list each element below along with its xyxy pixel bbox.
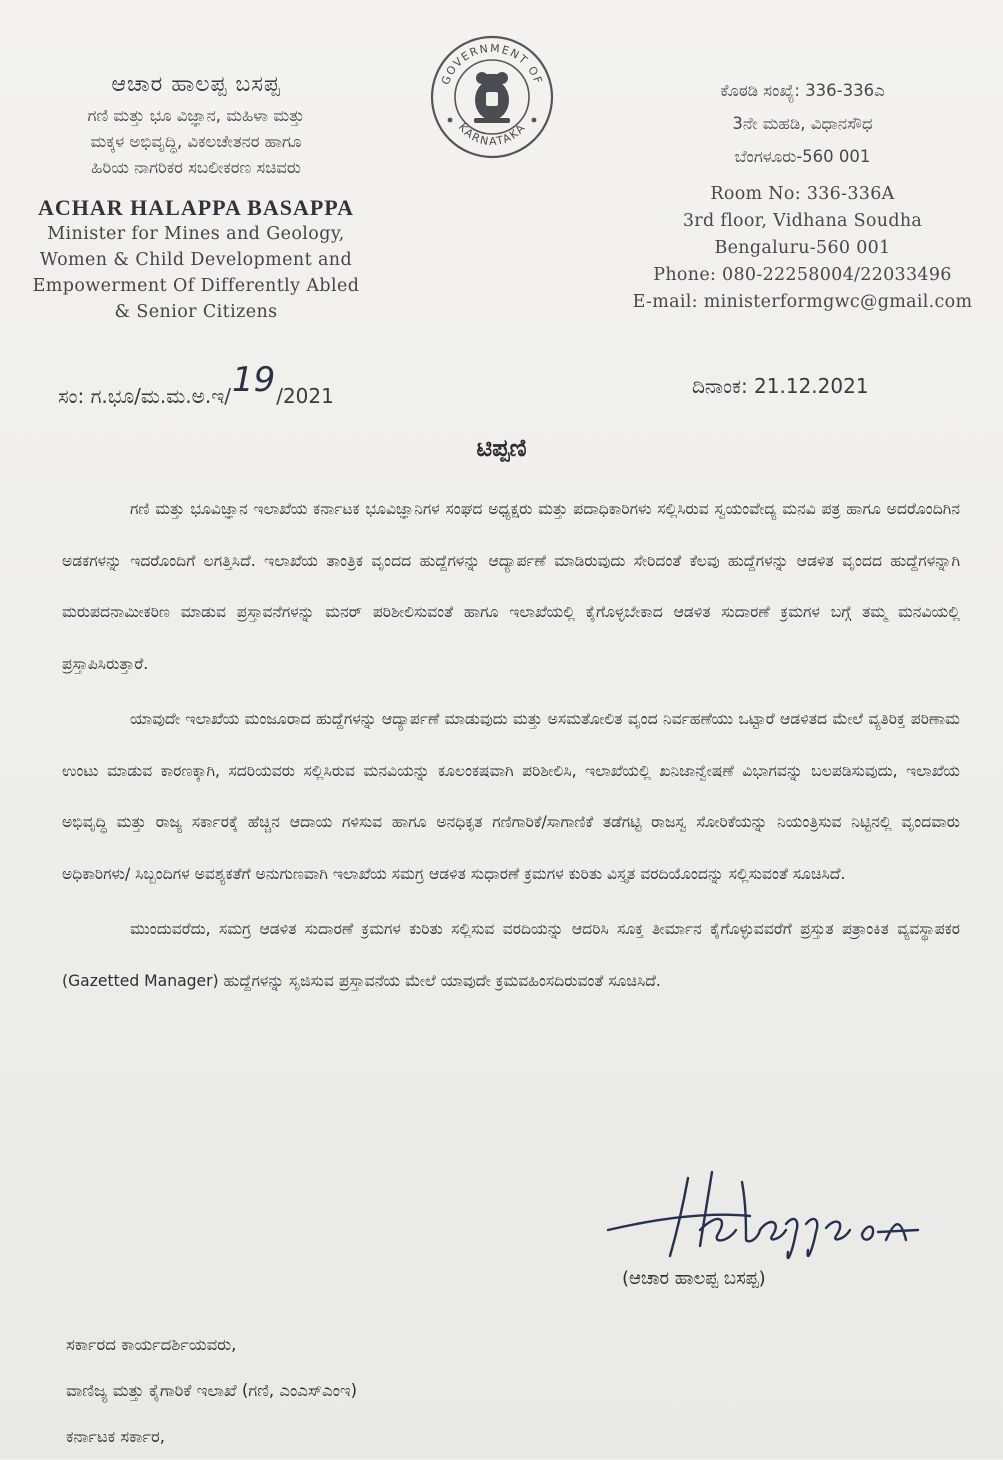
- minister-name-english: ACHAR HALAPPA BASAPPA: [38, 195, 354, 220]
- address-line-kannada: ಕೊಠಡಿ ಸಂಖ್ಯೆ: 336-336ಎ: [720, 81, 885, 100]
- reference-handwritten-number: 19: [231, 360, 276, 400]
- reference-suffix: /2021: [276, 384, 334, 408]
- reference-number: [58, 360, 334, 412]
- address-line-kannada: ಬೆಂಗಳೂರು-560 001: [734, 147, 871, 166]
- memo-date: ದಿನಾಂಕ: 21.12.2021: [692, 374, 869, 398]
- minister-title-english-line: & Senior Citizens: [114, 302, 278, 322]
- office-address-kannada: [610, 74, 995, 173]
- minister-title-english-line: Empowerment Of Differently Abled: [32, 276, 360, 296]
- minister-title-english-line: Women & Child Development and: [39, 250, 353, 270]
- addressee-block: [66, 1322, 357, 1460]
- addressee-line: ವಾಣಿಜ್ಯ ಮತ್ತು ಕೈಗಾರಿಕೆ ಇಲಾಖೆ (ಗಣಿ, ಎಂಎಸ್ಎಂಇ): [66, 1381, 358, 1400]
- government-seal-icon: [429, 34, 555, 160]
- seal-text-top: GOVERNMENT OF: [438, 41, 546, 87]
- addressee-line: ಕರ್ನಾಟಕ ಸರ್ಕಾರ,: [66, 1427, 165, 1446]
- minister-title-kannada-line: ಮಕ್ಕಳ ಅಭಿವೃದ್ಧಿ, ವಿಕಲಚೇತನರ ಹಾಗೂ: [90, 132, 302, 151]
- letterhead-right: [610, 74, 995, 316]
- address-line-english: Bengaluru-560 001: [714, 238, 891, 258]
- address-line-english: Room No: 336-336A: [710, 184, 895, 204]
- email-line: E-mail: ministerformgwc@gmail.com: [632, 292, 973, 312]
- handwritten-signature: [600, 1160, 940, 1270]
- signatory-name: (ಆಚಾರ ಹಾಲಪ್ಪ ಬಸಪ್ಪ): [622, 1268, 766, 1289]
- address-line-english: 3rd floor, Vidhana Soudha: [682, 211, 923, 231]
- address-line-kannada: 3ನೇ ಮಹಡಿ, ವಿಧಾನಸೌಧ: [732, 114, 873, 133]
- letterhead-left: [0, 72, 392, 325]
- body-paragraph: ಮುಂದುವರೆದು, ಸಮಗ್ರ ಆಡಳಿತ ಸುದಾರಣೆ ಕ್ರಮಗಳ ಕುರಿತು ಸಲ್ಲಿಸುವ ವರದಿಯನ್ನು ಆದರಿಸಿ ಸೂಕ್ತ ತೀರ್ಮಾನ ಕೈಗೊಳ್ಳುವವರೆಗೆ ಪ್ರಸ್ತುತ ಪತ್ರಾಂಕಿತ ವ್ಯವಸ್ಥಾಪಕರ (Gazetted Manager) ಹುದ್ದೆಗಳನ್ನು ಸೃಜಿಸುವ ಪ್ರಸ್ತಾವನೆಯ ಮೇಲೆ ಯಾವುದೇ ಕ್ರಮವಹಿಂಸದಿರುವಂತೆ ಸೂಚಿಸಿದೆ.: [62, 920, 960, 990]
- seal-text-bottom: KARNATAKA: [455, 120, 529, 149]
- addressee-line: ಸರ್ಕಾರದ ಕಾರ್ಯದರ್ಶಿಯವರು,: [66, 1335, 237, 1354]
- memo-heading: ಟಿಪ್ಪಣಿ: [476, 434, 527, 462]
- reference-prefix: ಸಂ: ಗ.ಭೂ/ಮ.ಮ.ಅ.ಇ/: [58, 384, 231, 408]
- minister-name-kannada: ಆಚಾರ ಹಾಲಪ್ಪ ಬಸಪ್ಪ: [111, 72, 281, 97]
- body-paragraph: ಗಣಿ ಮತ್ತು ಭೂವಿಜ್ಞಾನ ಇಲಾಖೆಯ ಕರ್ನಾಟಕ ಭೂವಿಜ್ಞಾನಿಗಳ ಸಂಘದ ಅಧ್ಯಕ್ಷರು ಮತ್ತು ಪದಾಧಿಕಾರಿಗಳು ಸಲ್ಲಿಸಿರುವ ಸ್ವಯಂವೇದ್ಯ ಮನವಿ ಪತ್ರ ಹಾಗೂ ಅದರೊಂದಿಗಿನ ಅಡಕಗಳನ್ನು ಇದರೊಂದಿಗೆ ಲಗತ್ತಿಸಿದೆ. ಇಲಾಖೆಯ ತಾಂತ್ರಿಕ ವೃಂದದ ಹುದ್ದೆಗಳನ್ನು ಆದ್ಯಾರ್ಪಣೆ ಮಾಡಿರುವುದು ಸೇರಿದಂತೆ ಕೆಲವು ಹುದ್ದೆಗಳನ್ನು ಆಡಳಿತ ವೃಂದದ ಹುದ್ದೆಗಳನ್ನಾಗಿ ಮರುಪದನಾಮೀಕರಿಣ ಮಾಡುವ ಪ್ರಸ್ತಾವನೆಗಳನ್ನು ಮನರ್ ಪರಿಶೀಲಿಸುವಂತೆ ಹಾಗೂ ಇಲಾಖೆಯಲ್ಲಿ ಕೈಗೊಳ್ಳಬೇಕಾದ ಆಡಳಿತ ಸುದಾರಣೆ ಕ್ರಮಗಳ ಬಗ್ಗೆ ತಮ್ಮ ಮನವಿಯಲ್ಲಿ ಪ್ರಸ್ತಾಪಿಸಿರುತ್ತಾರೆ.: [62, 500, 960, 673]
- body-paragraph: ಯಾವುದೇ ಇಲಾಖೆಯ ಮಂಜೂರಾದ ಹುದ್ದೆಗಳನ್ನು ಆದ್ಯಾರ್ಪಣೆ ಮಾಡುವುದು ಮತ್ತು ಅಸಮತೋಲಿತ ವೃಂದ ನಿರ್ವಹಣೆಯು ಒಟ್ಟಾರೆ ಆಡಳಿತದ ಮೇಲೆ ವ್ಯತಿರಿಕ್ತ ಪರಿಣಾಮ ಉಂಟು ಮಾಡುವ ಕಾರಣಕ್ಕಾಗಿ, ಸದರಿಯವರು ಸಲ್ಲಿಸಿರುವ ಮನವಿಯನ್ನು ಕೂಲಂಕಷವಾಗಿ ಪರಿಶೀಲಿಸಿ, ಇಲಾಖೆಯಲ್ಲಿ ಖನಿಜಾನ್ವೇಷಣೆ ವಿಭಾಗವನ್ನು ಬಲಪಡಿಸುವುದು, ಇಲಾಖೆಯ ಅಭಿವೃದ್ಧಿ ಮತ್ತು ರಾಜ್ಯ ಸರ್ಕಾರಕ್ಕೆ ಹೆಚ್ಚಿನ ಆದಾಯ ಗಳಿಸುವ ಹಾಗೂ ಅನಧಿಕೃತ ಗಣಿಗಾರಿಕೆ/ಸಾಗಾಣಿಕೆ ತಡೆಗಟ್ಟಿ ರಾಜಸ್ವ ಸೋರಿಕೆಯನ್ನು ನಿಯಂತ್ರಿಸುವ ನಿಟ್ಟಿನಲ್ಲಿ ವೃಂದವಾರು ಅಧಿಕಾರಿಗಳು/ ಸಿಬ್ಬಂದಿಗಳ ಅವಶ್ಯಕತೆಗೆ ಅನುಗುಣವಾಗಿ ಇಲಾಖೆಯ ಸಮಗ್ರ ಆಡಳಿತ ಸುಧಾರಣೆ ಕ್ರಮಗಳ ಕುರಿತು ವಿಸ್ತೃತ ವರದಿಯೊಂದನ್ನು ಸಲ್ಲಿಸುವಂತೆ ಸೂಚಿಸಿದೆ.: [62, 710, 960, 883]
- minister-title-kannada-line: ಗಣಿ ಮತ್ತು ಭೂ ವಿಜ್ಞಾನ, ಮಹಿಳಾ ಮತ್ತು: [87, 106, 305, 125]
- phone-line: Phone: 080-22258004/22033496: [653, 265, 952, 285]
- minister-title-kannada-line: ಹಿರಿಯ ನಾಗರಿಕರ ಸಬಲೀಕರಣ ಸಚಿವರು: [91, 158, 301, 177]
- memo-body: [62, 484, 960, 1007]
- minister-title-english-line: Minister for Mines and Geology,: [47, 224, 345, 244]
